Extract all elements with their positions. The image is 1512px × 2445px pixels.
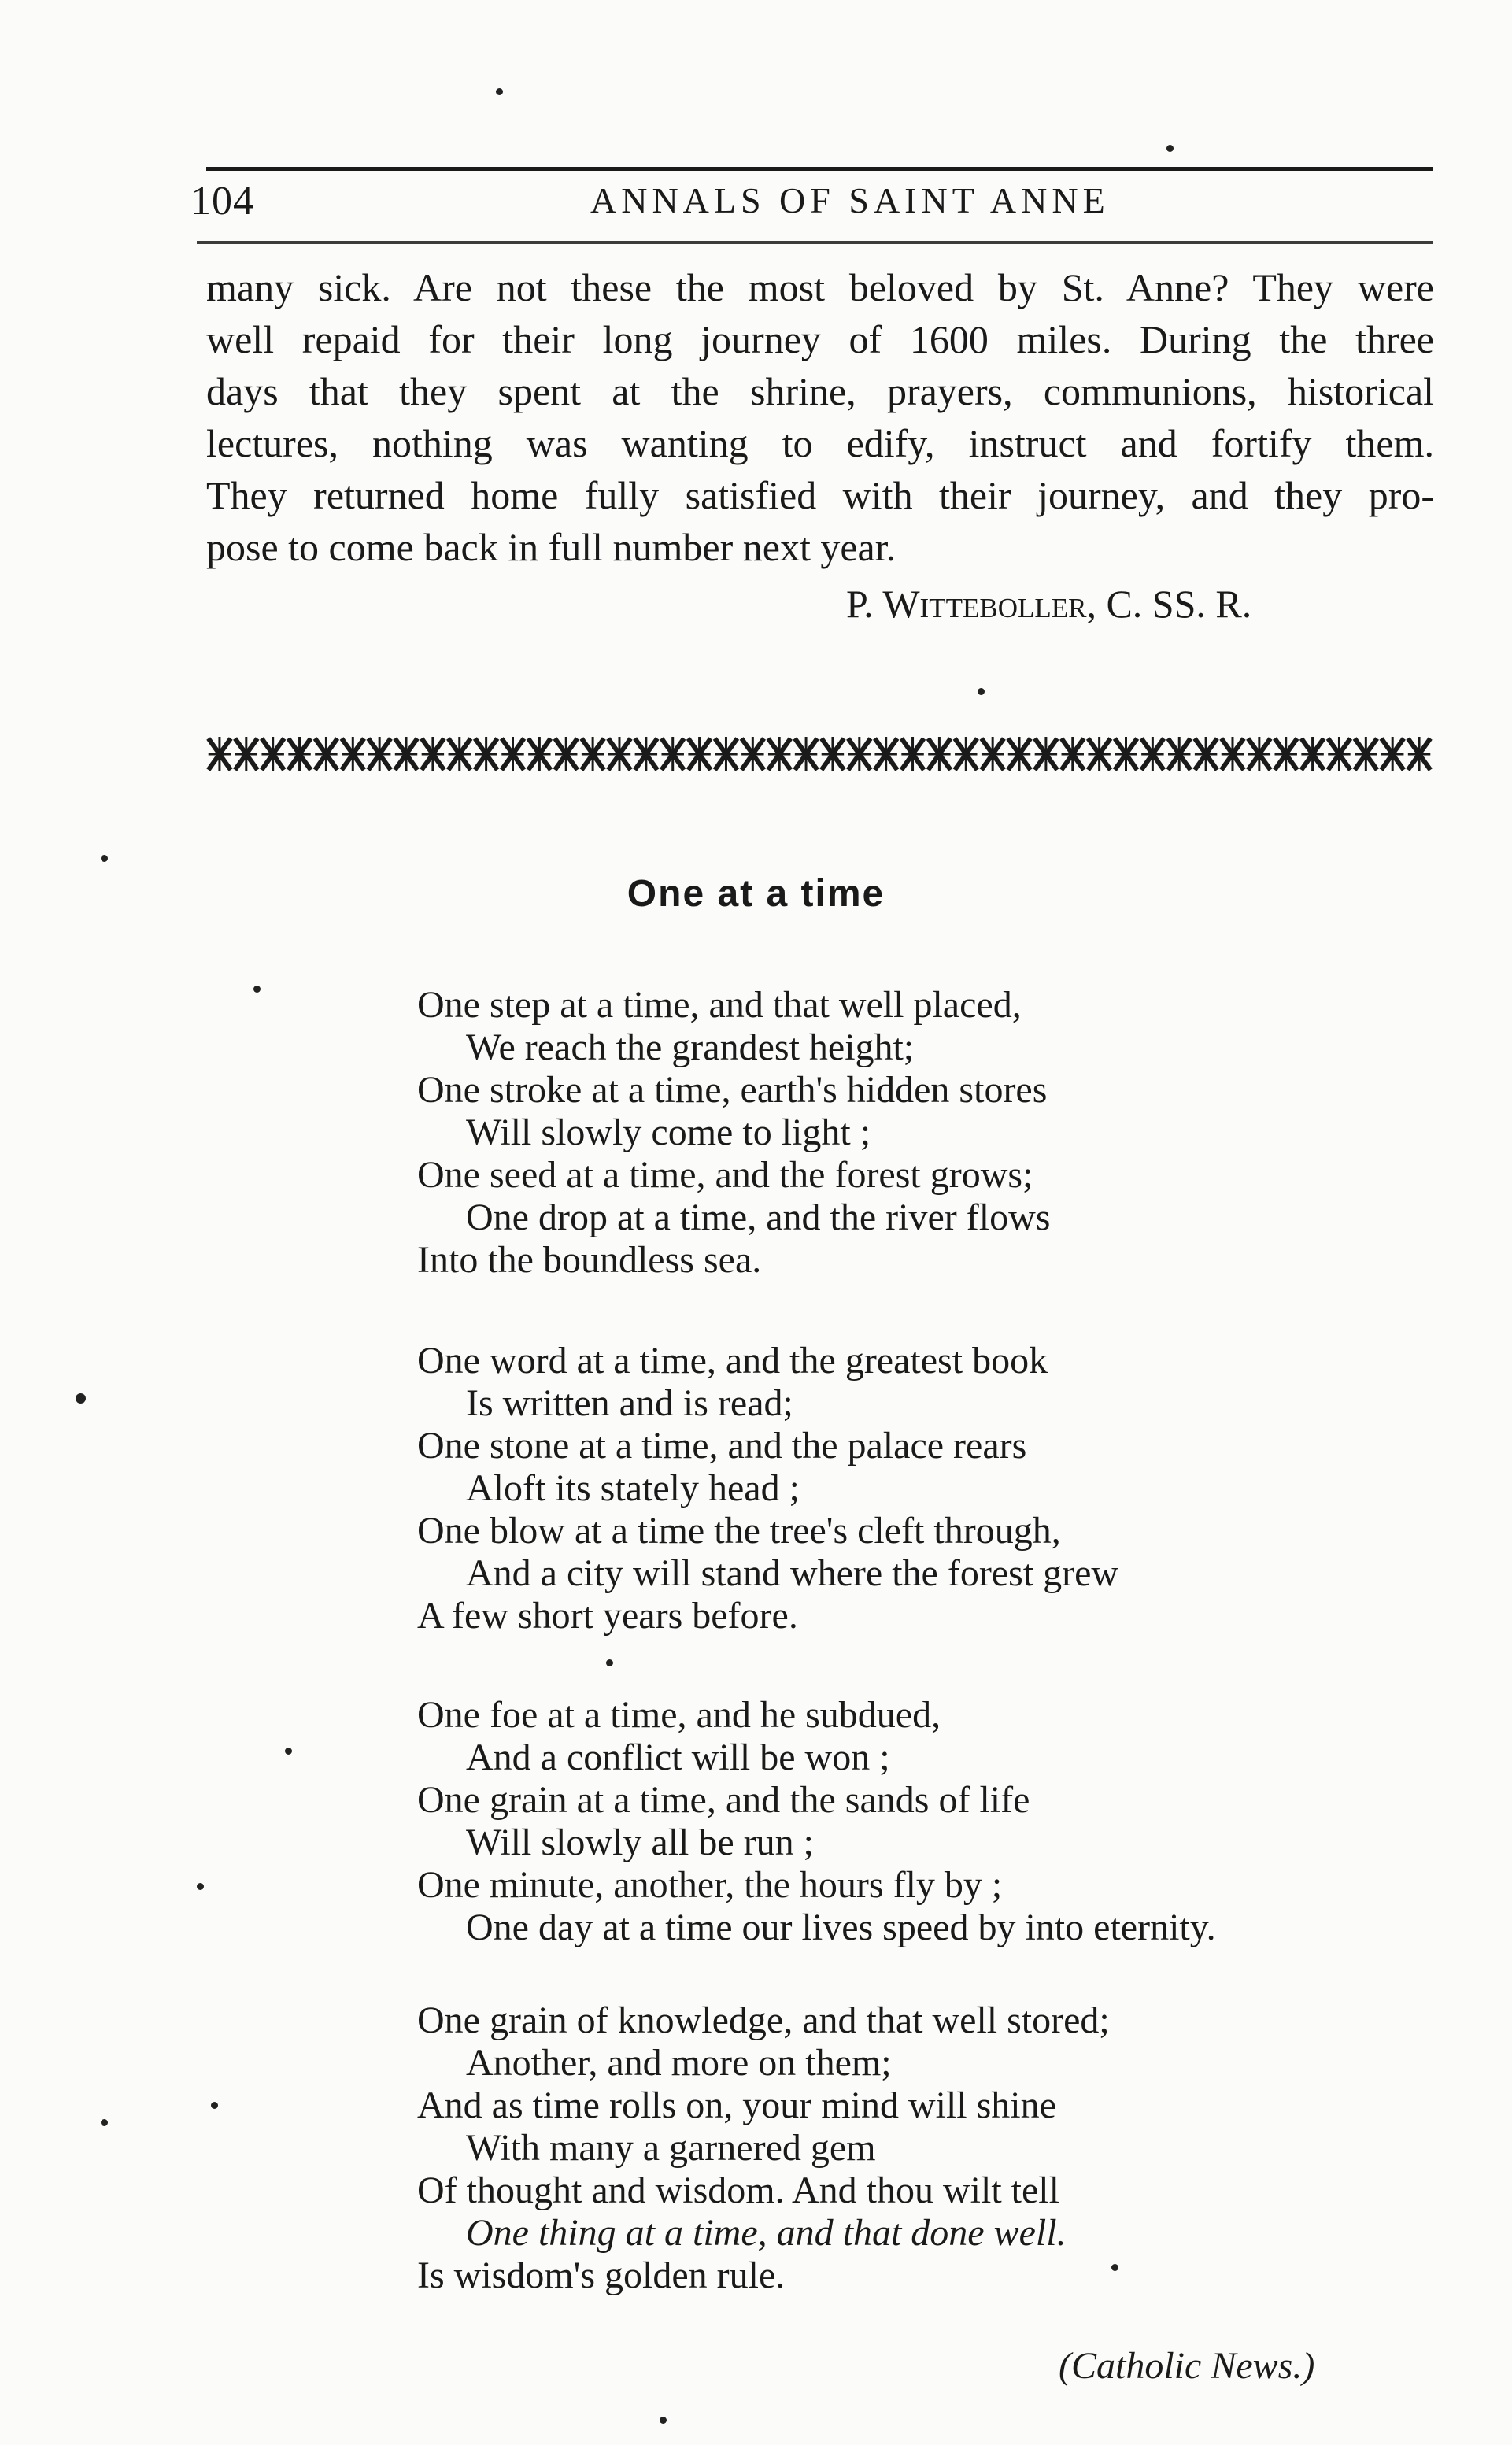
poem-line: One grain of knowledge, and that well stored; (417, 1999, 1110, 2041)
poem-title: One at a time (627, 873, 885, 915)
poem-line: One seed at a time, and the forest grows; (417, 1154, 1033, 1196)
ornament-mark (315, 737, 337, 771)
ornament-mark (288, 737, 310, 771)
ornament-mark (501, 737, 523, 771)
ornament-mark (261, 737, 283, 771)
poem-line: One stroke at a time, earth's hidden stores (417, 1069, 1048, 1111)
header-rule-top (206, 167, 1433, 171)
ornament-mark (1328, 737, 1350, 771)
ornament-mark (928, 737, 950, 771)
ornament-mark (1008, 737, 1030, 771)
page-number: 104 (190, 179, 254, 224)
ornament-mark (368, 737, 390, 771)
ornament-mark (635, 737, 657, 771)
poem-line: Will slowly all be run ; (466, 1822, 815, 1863)
poem-line: Aloft its stately head ; (466, 1467, 800, 1509)
ornament-mark (1355, 737, 1377, 771)
scan-speck (76, 1393, 86, 1404)
scan-speck (496, 88, 503, 95)
poem-line: One word at a time, and the greatest book (417, 1340, 1048, 1382)
scan-speck (285, 1748, 292, 1755)
author-signature (846, 581, 1251, 627)
scan-speck (1166, 145, 1174, 152)
poem-line: Another, and more on them; (466, 2042, 892, 2084)
ornament-mark (795, 737, 817, 771)
ornament-mark (848, 737, 871, 771)
poem-line: Is written and is read; (466, 1382, 793, 1424)
ornament-mark (1062, 737, 1084, 771)
ornament-mark (1301, 737, 1323, 771)
scan-speck (101, 2119, 108, 2126)
ornament-mark (1168, 737, 1190, 771)
poem-line: And as time rolls on, your mind will shine (417, 2084, 1056, 2126)
ornament-mark (822, 737, 844, 771)
ornament-mark (528, 737, 550, 771)
article-paragraph (206, 261, 1434, 573)
ornament-mark (449, 737, 471, 771)
poem-line: We reach the grandest height; (466, 1026, 915, 1068)
ornament-mark (582, 737, 604, 771)
ornament-mark (422, 737, 444, 771)
poem-line: One blow at a time the tree's cleft through, (417, 1510, 1061, 1552)
scan-speck (197, 1883, 204, 1890)
scan-speck (1111, 2264, 1118, 2271)
article-line: They returned home fully satisfied with their journey, and they pro- (206, 473, 1434, 517)
ornament-mark (1381, 737, 1403, 771)
ornament-mark (1088, 737, 1110, 771)
ornament-mark (661, 737, 683, 771)
poem-line: A few short years before. (417, 1595, 798, 1637)
poem-source: (Catholic News.) (1059, 2345, 1315, 2387)
header-rule-bottom (197, 241, 1433, 244)
ornament-mark (768, 737, 790, 771)
poem-line: And a city will stand where the forest grew (466, 1552, 1119, 1594)
poem-line: And a conflict will be won ; (466, 1737, 890, 1778)
article-line: well repaid for their long journey of 1600 miles. During the three (206, 317, 1434, 361)
article-line: days that they spent at the shrine, prayers, communions, historical (206, 369, 1434, 413)
ornament-divider (206, 732, 1433, 776)
ornament-mark (688, 737, 710, 771)
poem-line: One step at a time, and that well placed, (417, 984, 1022, 1026)
article-line: many sick. Are not these the most beloved by St. Anne? They were (206, 265, 1434, 309)
ornament-mark (982, 737, 1004, 771)
article-line: lectures, nothing was wanting to edify, instruct and fortify them. (206, 421, 1434, 465)
scan-speck (660, 2417, 667, 2424)
ornament-mark (901, 737, 923, 771)
poem-line: One thing at a time, and that done well. (466, 2212, 1067, 2254)
ornament-mark (342, 737, 364, 771)
ornament-mark (1115, 737, 1137, 771)
poem-line: One drop at a time, and the river flows (466, 1197, 1051, 1238)
poem-line: Into the boundless sea. (417, 1239, 762, 1281)
author-name: P. Witteboller, (846, 582, 1096, 626)
ornament-mark (1274, 737, 1296, 771)
poem-line: One minute, another, the hours fly by ; (417, 1864, 1003, 1906)
ornament-mark (555, 737, 577, 771)
ornament-mark (1222, 737, 1244, 771)
poem-line: With many a garnered gem (466, 2127, 876, 2169)
ornament-mark (1248, 737, 1270, 771)
ornament-mark (715, 737, 737, 771)
ornament-mark (475, 737, 497, 771)
poem-line: One stone at a time, and the palace rears (417, 1425, 1027, 1467)
article-line: pose to come back in full number next year. (206, 525, 896, 569)
poem-line: One foe at a time, and he subdued, (417, 1694, 941, 1736)
poem-line: Is wisdom's golden rule. (417, 2255, 786, 2296)
ornament-mark (1195, 737, 1217, 771)
author-order: C. SS. R. (1106, 582, 1252, 626)
scan-speck (606, 1659, 613, 1666)
ornament-mark (395, 737, 417, 771)
ornament-mark (1141, 737, 1163, 771)
poem-line: Of thought and wisdom. And thou wilt tell (417, 2169, 1059, 2211)
ornament-mark (209, 737, 231, 771)
scan-speck (211, 2102, 218, 2109)
ornament-mark (235, 737, 257, 771)
ornament-mark (1408, 737, 1430, 771)
running-head: ANNALS OF SAINT ANNE (590, 180, 1110, 220)
ornament-mark (874, 737, 896, 771)
poem-line: One grain at a time, and the sands of life (417, 1779, 1030, 1821)
scan-speck (253, 986, 261, 993)
scan-speck (101, 855, 108, 862)
ornament-mark (955, 737, 977, 771)
ornament-mark (741, 737, 763, 771)
ornament-mark (1035, 737, 1057, 771)
scan-speck (978, 688, 985, 695)
poem-line: Will slowly come to light ; (466, 1112, 871, 1153)
ornament-mark (608, 737, 630, 771)
poem-line: One day at a time our lives speed by into eternity. (466, 1907, 1216, 1948)
